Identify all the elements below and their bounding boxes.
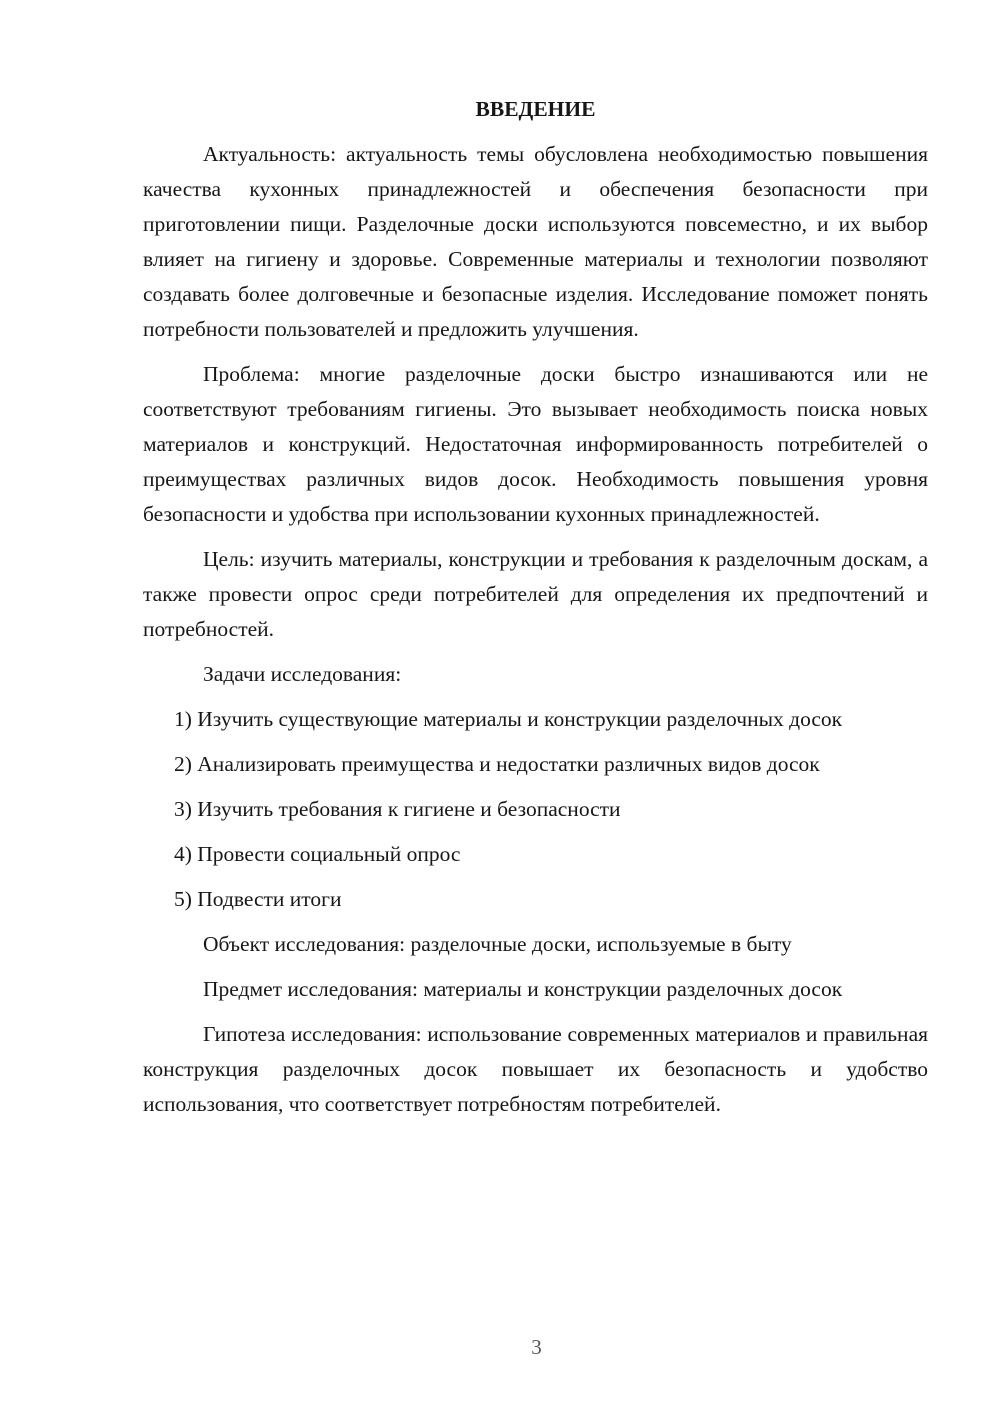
list-item: 3) Изучить требования к гигиене и безопасности bbox=[174, 797, 621, 821]
page-number: 3 bbox=[531, 1335, 542, 1359]
object-paragraph: Объект исследования: разделочные доски, используемые в быту bbox=[203, 932, 792, 956]
tasks-title: Задачи исследования: bbox=[203, 662, 402, 686]
tasks-list bbox=[143, 702, 928, 917]
hypothesis-paragraph: Гипотеза исследования: использование современных материалов и правильная конструкция разделочных досок повышает их безопасность и удобство использования, что соответствует потребностям потребителей. bbox=[143, 1022, 928, 1116]
list-item: 4) Провести социальный опрос bbox=[174, 842, 461, 866]
list-item: 2) Анализировать преимущества и недостатки различных видов досок bbox=[174, 752, 820, 776]
goal-paragraph: Цель: изучить материалы, конструкции и требования к разделочным доскам, а также провести опрос среди потребителей для определения их предпочтений и потребностей. bbox=[143, 547, 928, 641]
subject-paragraph: Предмет исследования: материалы и конструкции разделочных досок bbox=[203, 977, 843, 1001]
list-item: 1) Изучить существующие материалы и конструкции разделочных досок bbox=[174, 707, 843, 731]
problem-paragraph: Проблема: многие разделочные доски быстро изнашиваются или не соответствуют требованиям гигиены. Это вызывает необходимость поиска новых материалов и конструкций. Недостаточная информированность потребителей о преимуществах различных видов досок. Необходимость повышения уровня безопасности и удобства при использовании кухонных принадлежностей. bbox=[143, 362, 928, 526]
page-title: ВВЕДЕНИЕ bbox=[475, 97, 596, 121]
relevance-paragraph: Актуальность: актуальность темы обусловлена необходимостью повышения качества кухонных принадлежностей и обеспечения безопасности при приготовлении пищи. Разделочные доски используются повсеместно, и их выбор влияет на гигиену и здоровье. Современные материалы и технологии позволяют создавать более долговечные и безопасные изделия. Исследование поможет понять потребности пользователей и предложить улучшения. bbox=[143, 142, 928, 341]
list-item: 5) Подвести итоги bbox=[174, 887, 342, 911]
document-page bbox=[143, 92, 928, 1122]
